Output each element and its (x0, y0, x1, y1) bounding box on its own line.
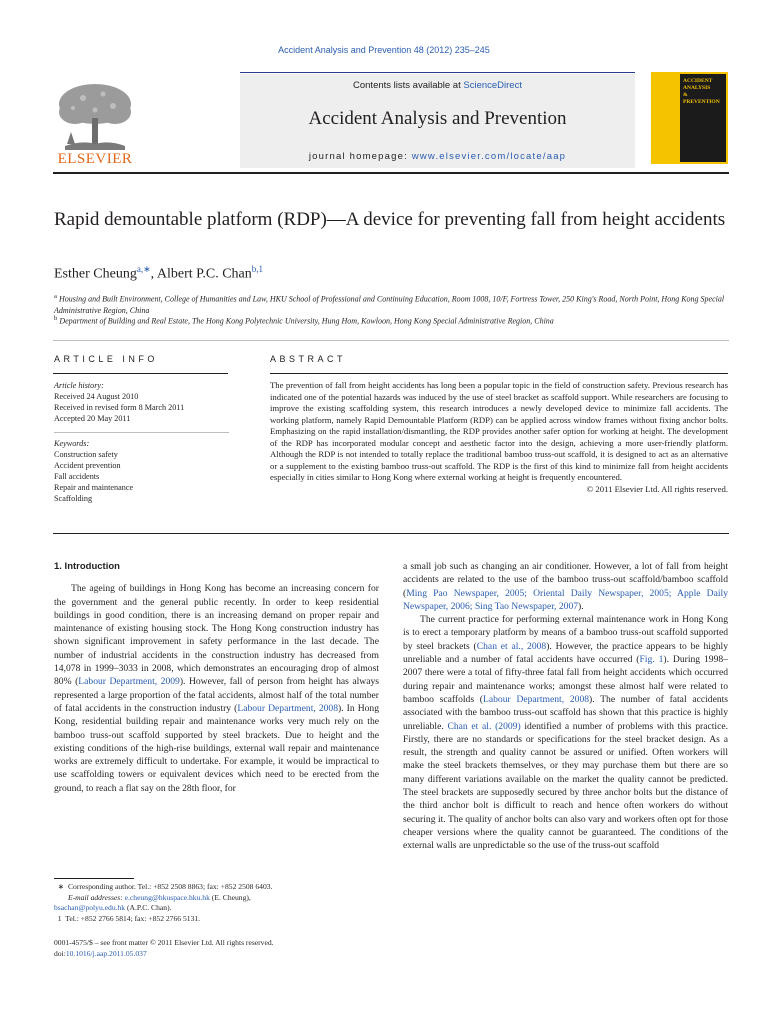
author-affil-mark[interactable]: b,1 (251, 264, 263, 274)
keyword-item: Accident prevention (54, 461, 121, 470)
body-text: ). In Hong Kong, residential building repair and maintenance works very much rely on the bamboo truss-out scaffold supported by steel brackets. Due to height and the existing conditions of the high-rise buildings, external wall repair and maintenance works are extremely difficult to undertake. For example, it would be impractical to use scaffolding towers or equivalent devices which need to be erected from the ground, to reach a flat say on the 28th floor, for (54, 702, 380, 794)
footnote-1 (54, 914, 379, 925)
body-right-column (403, 560, 728, 853)
footnote-rule (54, 878, 134, 879)
contents-lists-line (240, 80, 635, 91)
body-left-column (54, 560, 379, 795)
citation-link[interactable]: Labour Department, 2008 (237, 702, 339, 714)
body-text: ). However, the practice appears to be highly unreliable and a number of fatal accidents have occurred ( (403, 640, 728, 666)
history-label: Article history: (54, 381, 104, 390)
email-label: E-mail addresses: (68, 892, 125, 902)
contents-prefix: Contents lists available at (353, 80, 464, 91)
affil-divider (53, 340, 729, 341)
body-text: identified a number of problems with this practice. Firstly, there are no standards or specifications for the steel bracket design. As a result, the strength and quality cannot be assured or unified. Often workers will make the steel brackets themselves, or they may purchase them but there are so many different variations available on the market the quality cannot be predicted. The steel brackets are supposedly secured by three anchor bolts but the distance of the third anchor bolt is difficult to reach and hence often workers do without securing it. The quality of anchor bolts can also vary and workers often opt for those cheaper versions where the quality cannot be guaranteed. The conditions of the external walls are unpredictable so the use of the truss-out scaffold (403, 720, 728, 852)
header-bottom-rule (53, 172, 729, 174)
article-info-column (54, 380, 229, 504)
affil-mark: a (54, 293, 57, 300)
doi-label: doi: (54, 949, 66, 958)
footnotes (54, 882, 379, 924)
keyword-item: Repair and maintenance (54, 483, 134, 492)
citation-link[interactable]: Chan et al., 2008 (476, 640, 547, 652)
affiliation-b (54, 313, 730, 327)
sciencedirect-link[interactable]: ScienceDirect (463, 80, 522, 91)
doi-line (54, 948, 379, 959)
email-owner: (A.P.C. Chan). (125, 903, 172, 912)
email-note-cont (54, 903, 379, 914)
author-name[interactable]: Esther Cheung (54, 266, 137, 282)
email-link[interactable]: bsachan@polyu.edu.hk (54, 903, 126, 912)
footnote-mark: ∗ (57, 882, 65, 891)
abstract-body (270, 380, 728, 495)
body-text: a small job such as changing an air conditioner. However, a lot of fall from height accidents are related to the use of the bamboo truss-out scaffold/bamboo scaffold ( (403, 561, 728, 599)
body-text: ). However, fall of person from height has always represented a large proportion of the fatal accidents, almost half of the total number of fatal accidents in the construction industry ( (54, 676, 379, 714)
body-text: ). (578, 600, 584, 612)
info-rule (53, 373, 228, 374)
homepage-prefix: journal homepage: (308, 151, 412, 162)
elsevier-wordmark: ELSEVIER (57, 151, 133, 167)
keyword-item: Fall accidents (54, 472, 100, 481)
elsevier-tree-logo (53, 80, 137, 162)
homepage-link[interactable]: www.elsevier.com/locate/aap (411, 151, 567, 162)
journal-citation[interactable]: Accident Analysis and Prevention 48 (2012) 235–245 (278, 45, 490, 55)
affil-mark: b (54, 315, 58, 322)
history-item: Received 24 August 2010 (54, 392, 139, 401)
doi-link[interactable]: 10.1016/j.aap.2011.05.037 (65, 949, 147, 958)
citation-link[interactable]: Chan et al. (2009) (447, 720, 521, 732)
article-info-heading: ARTICLE INFO (54, 354, 158, 364)
corresponding-author-note (54, 882, 379, 893)
cover-line: PREVENTION (683, 99, 720, 105)
abstract-heading: ABSTRACT (270, 354, 347, 364)
author-line: Esther Cheung$^{a,∗}$, Albert P.C. Chan$^{b,1}$ (54, 264, 263, 282)
issn-line: 0001-4575/$ – see front matter © 2011 Elsevier Ltd. All rights reserved. (54, 938, 274, 947)
author-name[interactable]: Albert P.C. Chan (156, 266, 252, 282)
journal-homepage-line (240, 151, 635, 162)
keyword-item: Construction safety (54, 450, 118, 459)
footnote-text: Tel.: +852 2766 5814; fax: +852 2766 5131. (65, 913, 201, 923)
body-text: The ageing of buildings in Hong Kong has become an increasing concern for the government and the general public recently. In order to keep residential buildings in good condition, there is an increasing demand on proper repair and maintenance of existing housing stock. The Hong Kong construction industry has shown significant improvement in safety performance in the last decade. The number of industrial accidents in the construction industry has decreased from 14,078 in 1999–3033 in 2008, which demonstrates an encouraging drop of almost 80% ( (54, 583, 379, 688)
keywords-label: Keywords: (54, 439, 90, 448)
footnote-text: Corresponding author. Tel.: +852 2508 8863; fax: +852 2508 6403. (67, 882, 273, 891)
info-divider (54, 432, 229, 433)
citation-link[interactable]: Ming Pao Newspaper, 2005; Oriental Daily Newspaper, 2005; Apple Daily Newspaper, 2006; Sing Tao Newspaper, 2007 (403, 587, 728, 612)
body-paragraph (403, 613, 728, 852)
history-item: Accepted 20 May 2011 (54, 414, 131, 423)
affiliation-a (54, 291, 730, 316)
author-affil-mark[interactable]: a,∗ (136, 264, 151, 274)
cover-line: ACCIDENT (683, 78, 713, 84)
journal-title: Accident Analysis and Prevention (308, 108, 567, 129)
citation-link[interactable]: Labour Department, 2008 (483, 693, 590, 705)
abstract-rule (270, 373, 728, 374)
email-link[interactable]: e.cheung@hkuspace.hku.hk (124, 892, 210, 902)
affil-text: Housing and Built Environment, College of Humanities and Law, HKU School of Professional and Continuing Education, Room 1008, 10/F, Fortress Tower, 250 King's Road, North Point, Hong Kong Special Administrative Region, China (54, 294, 725, 315)
journal-cover-text (683, 78, 727, 106)
article-title: Rapid demountable platform (RDP)—A device for preventing fall from height accidents (54, 209, 726, 230)
section-heading-introduction: 1. Introduction (54, 561, 120, 572)
front-matter (54, 937, 379, 959)
figure-link[interactable]: Fig. 1 (639, 654, 664, 666)
body-paragraph (54, 582, 379, 795)
email-note (54, 893, 379, 904)
abstract-bottom-rule (53, 533, 729, 534)
header-top-rule (240, 72, 635, 73)
email-owner: (E. Cheung), (209, 892, 251, 902)
body-text: The current practice for performing external maintenance work in Hong Kong is to erect a temporary platform by means of a bamboo truss-out scaffold supported by steel brackets ( (403, 614, 728, 652)
citation-link[interactable]: Labour Department, 2009 (78, 676, 180, 688)
affil-text: Department of Building and Real Estate, The Hong Kong Polytechnic University, Hung Hom, Kowloon, Hong Kong Special Administrative Region, China (59, 316, 554, 326)
abstract-text: The prevention of fall from height accidents has long been a popular topic in the field of construction safety. Previous research has indicated one of the potential hazards was induced by the use of steel bracket as scaffold support. While researchers are focusing to improve the existing scaffolding system, this research introduces a newly developed device to minimize fall accidents. The working platform, namely Rapid Demountable Platform (RDP) can be applied across window frames without fixing anchor bolts. Emphasizing on the rapid installation/dismantling, the RDP provides another safer option for working at height. The development of the RDP has incorporated modular concept and aesthetic factor into the design, achieving a more user-friendly platform. Although the RDP is not intended to totally replace the traditional bamboo truss-out scaffold, it is designed to act as an alternative or a supplement to the existing bamboo truss-out scaffold. The RDP is the first of this kind to minimize fall from height accidents especially in cities similar to Hong Kong where external working at height is frequently encountered. (270, 380, 728, 482)
cover-line: & (683, 92, 688, 98)
body-text: ). During 1998–2007 there were a total of fifty-three fatal fall from height accidents which occurred during repair and maintenance works; amongst these almost half were related to bamboo scaffolds ( (403, 654, 728, 705)
keyword-item: Scaffolding (54, 494, 93, 503)
cover-line: ANALYSIS (683, 85, 711, 91)
footnote-mark: 1 (57, 913, 62, 923)
body-paragraph (403, 560, 728, 613)
history-item: Received in revised form 8 March 2011 (54, 403, 185, 412)
body-text: ). The number of fatal accidents associated with the bamboo truss-out scaffold has shown that this practice is highly unreliable. (403, 693, 729, 732)
abstract-copyright: © 2011 Elsevier Ltd. All rights reserved. (586, 483, 728, 494)
